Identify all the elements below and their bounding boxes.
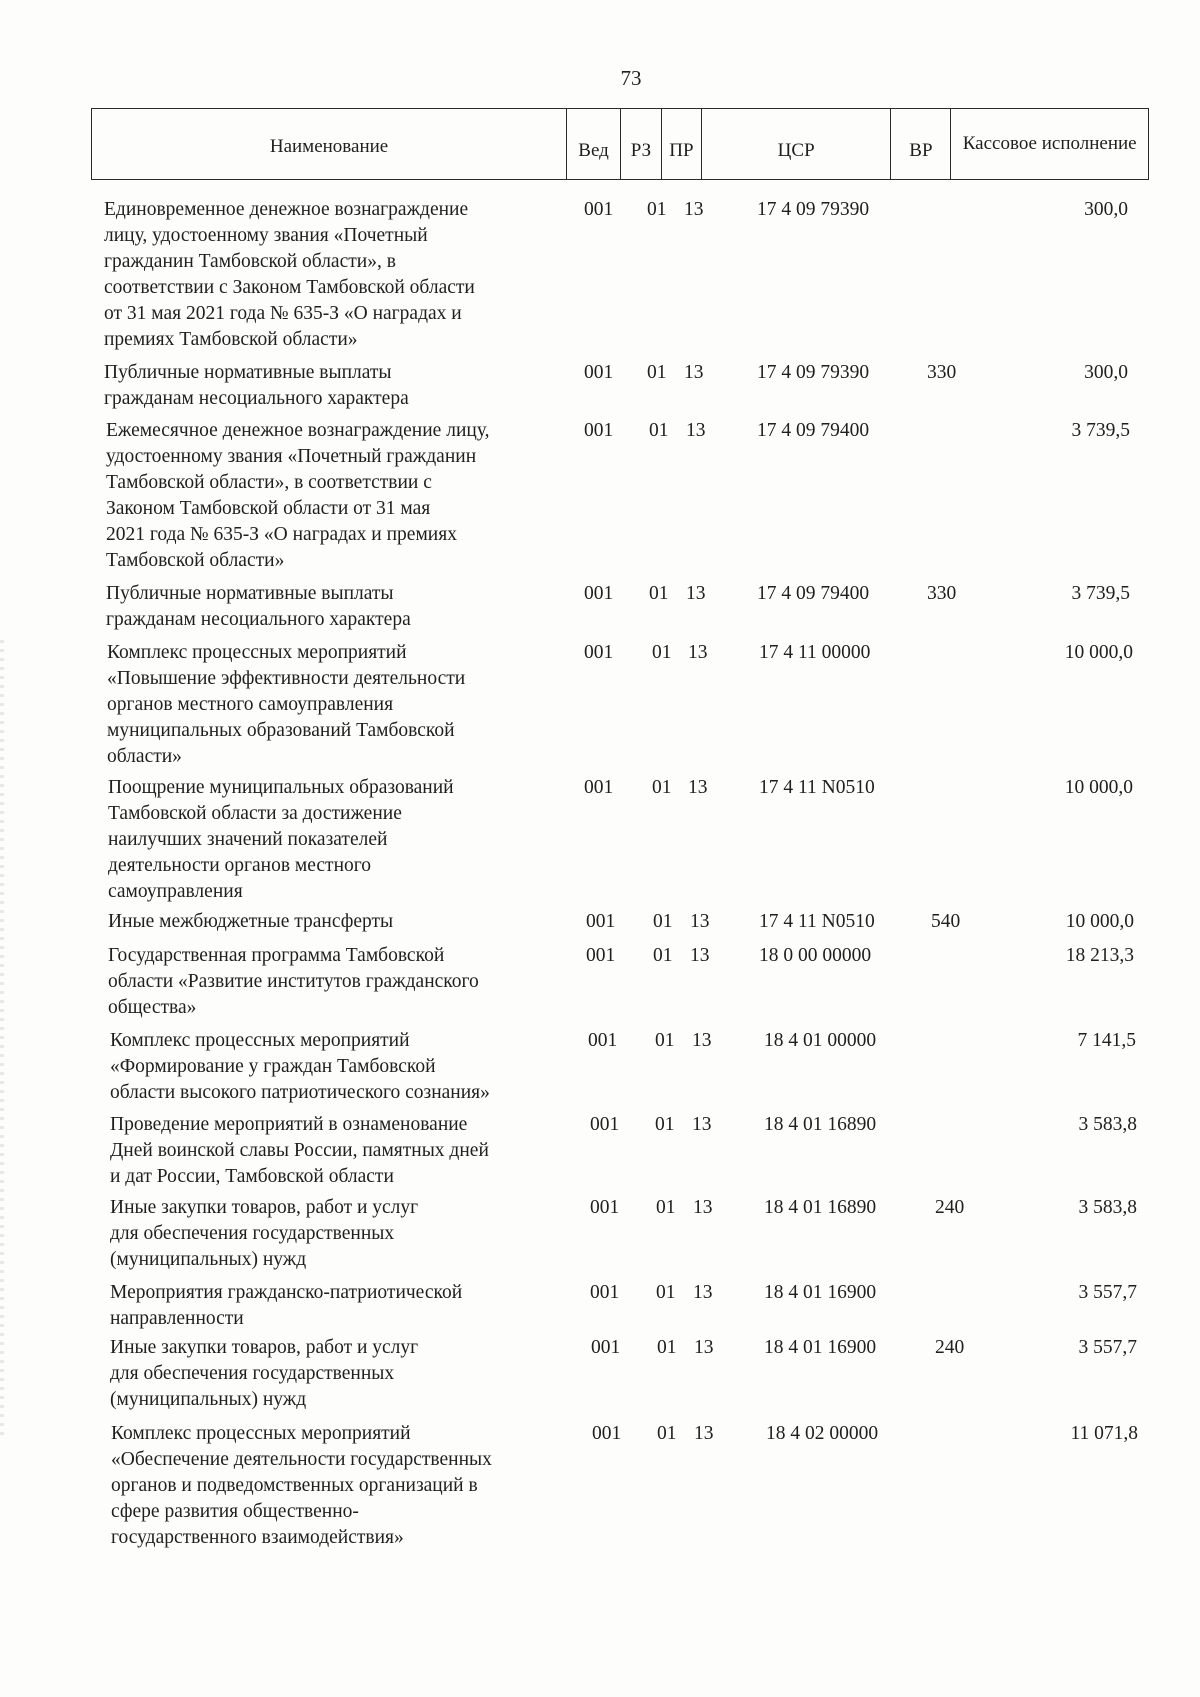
cell-csr: 18 4 01 16890 [764, 1114, 877, 1135]
cell-kass: 3 557,7 [1078, 1337, 1137, 1358]
cell-name-line: области» [107, 746, 182, 767]
cell-kass: 300,0 [1084, 362, 1128, 383]
cell-ved: 001 [588, 1030, 618, 1051]
cell-name-line: Тамбовской области», в соответствии с [106, 472, 432, 493]
header-vr: ВР [891, 109, 951, 179]
cell-name-line: Законом Тамбовской области от 31 мая [106, 498, 431, 519]
cell-name [110, 1028, 555, 1106]
cell-rz: 01 [657, 1423, 677, 1444]
cell-name [108, 943, 553, 1021]
cell-kass: 3 739,5 [1071, 583, 1130, 604]
cell-pr: 13 [693, 1197, 713, 1218]
cell-kass: 10 000,0 [1064, 777, 1133, 798]
header-name: Наименование [92, 109, 567, 179]
cell-name-line: наилучших значений показателей [108, 829, 388, 850]
cell-name-line: «Обеспечение деятельности государственных [111, 1449, 492, 1470]
cell-name-line: лицу, удостоенному звания «Почетный [104, 225, 428, 246]
cell-rz: 01 [647, 199, 667, 220]
cell-name-line: соответствии с Законом Тамбовской области [104, 277, 475, 298]
header-kass: Кассовое исполнение [962, 133, 1137, 155]
cell-ved: 001 [591, 1337, 621, 1358]
cell-name-line: «Формирование у граждан Тамбовской [110, 1056, 436, 1077]
cell-csr: 18 4 01 16890 [764, 1197, 877, 1218]
cell-csr: 17 4 09 79400 [757, 583, 870, 604]
cell-ved: 001 [586, 945, 616, 966]
cell-kass: 3 739,5 [1071, 420, 1130, 441]
cell-rz: 01 [656, 1282, 676, 1303]
cell-name-line: для обеспечения государственных [110, 1223, 395, 1244]
cell-name-line: муниципальных образований Тамбовской [107, 720, 455, 741]
cell-name [110, 1112, 555, 1190]
cell-kass: 10 000,0 [1065, 911, 1134, 932]
cell-rz: 01 [652, 777, 672, 798]
cell-name [110, 1195, 555, 1273]
cell-name-line: Иные закупки товаров, работ и услуг [110, 1337, 419, 1358]
cell-name [110, 1335, 555, 1413]
cell-name-line: для обеспечения государственных [110, 1363, 395, 1384]
cell-name [108, 909, 553, 935]
cell-name-line: Публичные нормативные выплаты [104, 362, 392, 383]
cell-pr: 13 [688, 777, 708, 798]
page-number: 73 [620, 66, 642, 90]
cell-ved: 001 [590, 1114, 620, 1135]
cell-ved: 001 [584, 362, 614, 383]
cell-csr: 17 4 11 N0510 [759, 911, 875, 932]
cell-name-line: Поощрение муниципальных образований [108, 777, 454, 798]
cell-ved: 001 [592, 1423, 622, 1444]
cell-name-line: Тамбовской области за достижение [108, 803, 402, 824]
cell-name [106, 418, 551, 574]
cell-vr: 540 [931, 911, 961, 932]
cell-ved: 001 [584, 777, 614, 798]
cell-name [108, 775, 553, 905]
cell-csr: 17 4 11 N0510 [759, 777, 875, 798]
cell-csr: 18 4 01 16900 [764, 1282, 877, 1303]
cell-pr: 13 [694, 1423, 714, 1444]
cell-rz: 01 [652, 642, 672, 663]
cell-csr: 17 4 09 79400 [757, 420, 870, 441]
header-rz: РЗ [621, 109, 662, 179]
cell-name-line: общества» [108, 997, 197, 1018]
cell-name-line: государственного взаимодействия» [111, 1527, 404, 1548]
cell-ved: 001 [584, 642, 614, 663]
cell-name-line: Ежемесячное денежное вознаграждение лицу, [106, 420, 490, 441]
cell-rz: 01 [653, 945, 673, 966]
cell-name-line: (муниципальных) нужд [110, 1249, 307, 1270]
cell-pr: 13 [694, 1337, 714, 1358]
cell-rz: 01 [649, 420, 669, 441]
cell-name-line: от 31 мая 2021 года № 635-З «О наградах и [104, 303, 462, 324]
cell-pr: 13 [692, 1114, 712, 1135]
cell-name-line: (муниципальных) нужд [110, 1389, 307, 1410]
cell-csr: 18 0 00 00000 [759, 945, 872, 966]
cell-name-line: Тамбовской области» [106, 550, 285, 571]
cell-rz: 01 [657, 1337, 677, 1358]
cell-vr: 330 [927, 583, 957, 604]
cell-pr: 13 [686, 420, 706, 441]
cell-name-line: области «Развитие институтов гражданского [108, 971, 479, 992]
cell-pr: 13 [688, 642, 708, 663]
cell-kass: 18 213,3 [1065, 945, 1134, 966]
cell-name-line: Единовременное денежное вознаграждение [104, 199, 469, 220]
cell-name [110, 1280, 555, 1332]
cell-name-line: сфере развития общественно- [111, 1501, 359, 1522]
cell-pr: 13 [686, 583, 706, 604]
cell-name [106, 581, 551, 633]
header-pr: ПР [662, 109, 702, 179]
cell-csr: 18 4 01 00000 [764, 1030, 877, 1051]
cell-name-line: «Повышение эффективности деятельности [107, 668, 466, 689]
cell-kass: 3 583,8 [1078, 1197, 1137, 1218]
header-ved: Вед [567, 109, 621, 179]
cell-kass: 10 000,0 [1064, 642, 1133, 663]
cell-vr: 240 [935, 1197, 965, 1218]
cell-name [107, 640, 552, 770]
cell-name-line: Мероприятия гражданско-патриотической [110, 1282, 463, 1303]
cell-name [111, 1421, 556, 1551]
cell-ved: 001 [590, 1197, 620, 1218]
cell-vr: 240 [935, 1337, 965, 1358]
cell-name-line: Дней воинской славы России, памятных дней [110, 1140, 489, 1161]
cell-pr: 13 [684, 199, 704, 220]
cell-ved: 001 [586, 911, 616, 932]
cell-pr: 13 [693, 1282, 713, 1303]
cell-ved: 001 [584, 583, 614, 604]
cell-name-line: Проведение мероприятий в ознаменование [110, 1114, 468, 1135]
cell-name-line: области высокого патриотического сознания» [110, 1082, 490, 1103]
cell-name-line: гражданам несоциального характера [104, 388, 409, 409]
header-csr: ЦСР [702, 109, 892, 179]
cell-name-line: самоуправления [108, 881, 243, 902]
cell-name-line: премиях Тамбовской области» [104, 329, 358, 350]
cell-ved: 001 [584, 199, 614, 220]
cell-name-line: органов местного самоуправления [107, 694, 394, 715]
cell-rz: 01 [647, 362, 667, 383]
cell-kass: 3 557,7 [1078, 1282, 1137, 1303]
cell-name-line: органов и подведомственных организаций в [111, 1475, 478, 1496]
cell-kass: 3 583,8 [1078, 1114, 1137, 1135]
cell-name [104, 197, 549, 353]
cell-name-line: Государственная программа Тамбовской [108, 945, 445, 966]
cell-kass: 7 141,5 [1077, 1030, 1136, 1051]
cell-csr: 18 4 01 16900 [764, 1337, 877, 1358]
cell-rz: 01 [649, 583, 669, 604]
cell-name-line: Иные межбюджетные трансферты [108, 911, 394, 932]
cell-rz: 01 [656, 1197, 676, 1218]
cell-name-line: Публичные нормативные выплаты [106, 583, 394, 604]
cell-csr: 17 4 09 79390 [757, 362, 870, 383]
cell-name-line: и дат России, Тамбовской области [110, 1166, 394, 1187]
cell-name-line: Комплекс процессных мероприятий [111, 1423, 411, 1444]
cell-csr: 17 4 11 00000 [759, 642, 871, 663]
cell-ved: 001 [584, 420, 614, 441]
cell-name-line: гражданам несоциального характера [106, 609, 411, 630]
cell-name-line: деятельности органов местного [108, 855, 372, 876]
cell-pr: 13 [690, 945, 710, 966]
cell-kass: 300,0 [1084, 199, 1128, 220]
cell-csr: 18 4 02 00000 [766, 1423, 879, 1444]
cell-rz: 01 [655, 1114, 675, 1135]
cell-name-line: 2021 года № 635-З «О наградах и премиях [106, 524, 457, 545]
cell-kass: 11 071,8 [1070, 1423, 1138, 1444]
cell-rz: 01 [653, 911, 673, 932]
cell-name-line: Комплекс процессных мероприятий [110, 1030, 410, 1051]
cell-rz: 01 [655, 1030, 675, 1051]
cell-name-line: гражданин Тамбовской области», в [104, 251, 396, 272]
cell-name-line: удостоенному звания «Почетный гражданин [106, 446, 477, 467]
cell-name-line: Иные закупки товаров, работ и услуг [110, 1197, 419, 1218]
cell-name [104, 360, 549, 412]
cell-ved: 001 [590, 1282, 620, 1303]
cell-csr: 17 4 09 79390 [757, 199, 870, 220]
cell-name-line: Комплекс процессных мероприятий [107, 642, 407, 663]
cell-name-line: направленности [110, 1308, 244, 1329]
cell-vr: 330 [927, 362, 957, 383]
cell-pr: 13 [692, 1030, 712, 1051]
cell-pr: 13 [690, 911, 710, 932]
cell-pr: 13 [684, 362, 704, 383]
